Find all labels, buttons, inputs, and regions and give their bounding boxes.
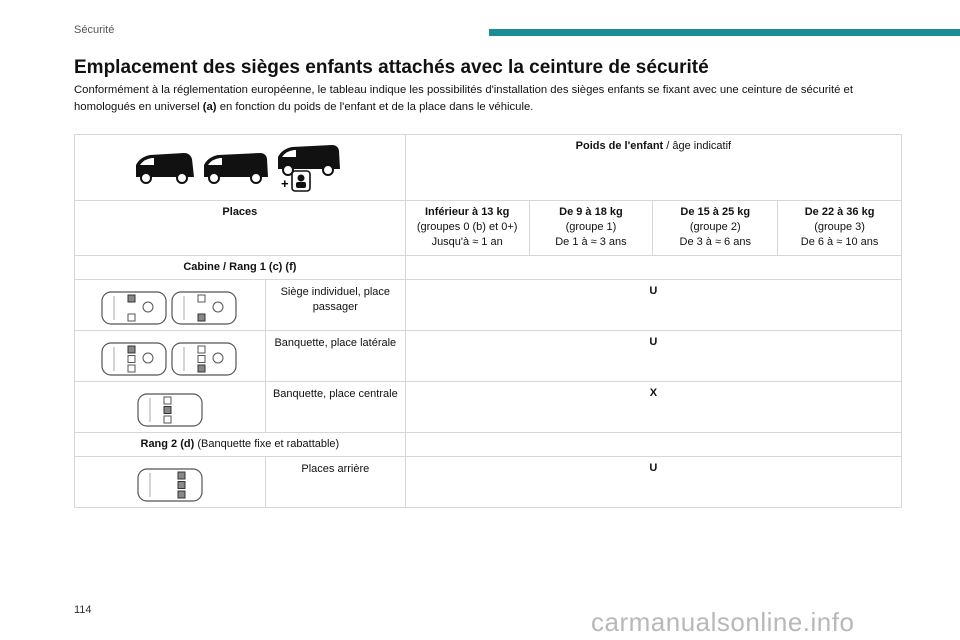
weight-header-bold: Poids de l'enfant bbox=[575, 140, 664, 152]
van-short-icon bbox=[136, 153, 194, 183]
weight-column-1 bbox=[405, 201, 529, 256]
intro-text-1: Conformément à la réglementation européenne, le tableau indique les possibilités d'installation des sièges enfants se fixant avec une ceinture de sécurité et homologués en universel bbox=[74, 84, 853, 113]
weight-group: (groupe 1) bbox=[565, 221, 617, 233]
seat-value: X bbox=[405, 382, 901, 433]
seat-value: U bbox=[405, 331, 901, 382]
weight-group: (groupe 2) bbox=[689, 221, 741, 233]
weight-range: De 9 à 18 kg bbox=[559, 206, 623, 218]
place-label: Places arrière bbox=[265, 457, 405, 508]
place-label: Banquette, place centrale bbox=[265, 382, 405, 433]
weight-group: (groupe 3) bbox=[814, 221, 865, 233]
table-row bbox=[75, 457, 902, 508]
weight-age: De 6 à ≈ 10 ans bbox=[800, 236, 879, 248]
weight-age: De 1 à ≈ 3 ans bbox=[555, 236, 627, 248]
weight-age: Jusqu'à ≈ 1 an bbox=[431, 236, 503, 248]
place-label: Siège individuel, place passager bbox=[265, 280, 405, 331]
section-row-2-rest: (Banquette fixe et rabattable) bbox=[194, 438, 340, 450]
weight-group: (groupes 0 (b) et 0+) bbox=[416, 221, 518, 233]
seat-diagram-cell bbox=[75, 331, 266, 382]
bench-center-seat-diagram-icon bbox=[136, 392, 204, 428]
vehicle-icons-cell bbox=[75, 135, 406, 201]
seat-diagram-cell bbox=[75, 382, 266, 433]
weight-column-4 bbox=[778, 201, 902, 256]
van-combi-icon bbox=[278, 145, 340, 175]
rear-seats-diagram-icon bbox=[136, 467, 204, 503]
header-section-label: Sécurité bbox=[74, 24, 115, 36]
van-long-icon bbox=[204, 153, 268, 183]
weight-column-2 bbox=[529, 201, 653, 256]
bench-side-seat-diagram-icon bbox=[100, 341, 240, 377]
weight-header-rest: / âge indicatif bbox=[663, 140, 732, 152]
child-seat-table bbox=[74, 134, 902, 508]
table-row bbox=[75, 382, 902, 433]
weight-column-3 bbox=[653, 201, 778, 256]
table-row bbox=[75, 280, 902, 331]
intro-paragraph bbox=[74, 82, 884, 116]
header-accent-bar bbox=[489, 29, 960, 36]
section-row-2 bbox=[75, 433, 406, 457]
section-empty-cell bbox=[405, 256, 901, 280]
weight-range: De 15 à 25 kg bbox=[680, 206, 751, 218]
weight-range: Inférieur à 13 kg bbox=[424, 206, 510, 218]
section-cabin-row-1: Cabine / Rang 1 (c) (f) bbox=[75, 256, 406, 280]
passenger-seat-diagram-icon bbox=[100, 290, 240, 326]
section-row-2-bold: Rang 2 (d) bbox=[140, 438, 195, 450]
vehicle-icons bbox=[130, 143, 350, 193]
table-row bbox=[75, 331, 902, 382]
seat-value: U bbox=[405, 280, 901, 331]
page-title: Emplacement des sièges enfants attachés avec la ceinture de sécurité bbox=[74, 57, 709, 78]
svg-text:+: + bbox=[280, 176, 289, 191]
intro-text-2: en fonction du poids de l'enfant et de la place dans le véhicule. bbox=[219, 101, 534, 113]
section-empty-cell bbox=[405, 433, 901, 457]
weight-age: De 3 à ≈ 6 ans bbox=[679, 236, 751, 248]
intro-footnote-ref: (a) bbox=[202, 101, 217, 113]
seat-value: U bbox=[405, 457, 901, 508]
seat-diagram-cell bbox=[75, 457, 266, 508]
places-header: Places bbox=[75, 201, 406, 256]
watermark: carmanualsonline.info bbox=[591, 607, 855, 637]
weight-header-cell bbox=[405, 135, 901, 201]
seat-diagram-cell bbox=[75, 280, 266, 331]
page-number: 114 bbox=[74, 604, 92, 616]
weight-range: De 22 à 36 kg bbox=[804, 206, 875, 218]
place-label: Banquette, place latérale bbox=[265, 331, 405, 382]
